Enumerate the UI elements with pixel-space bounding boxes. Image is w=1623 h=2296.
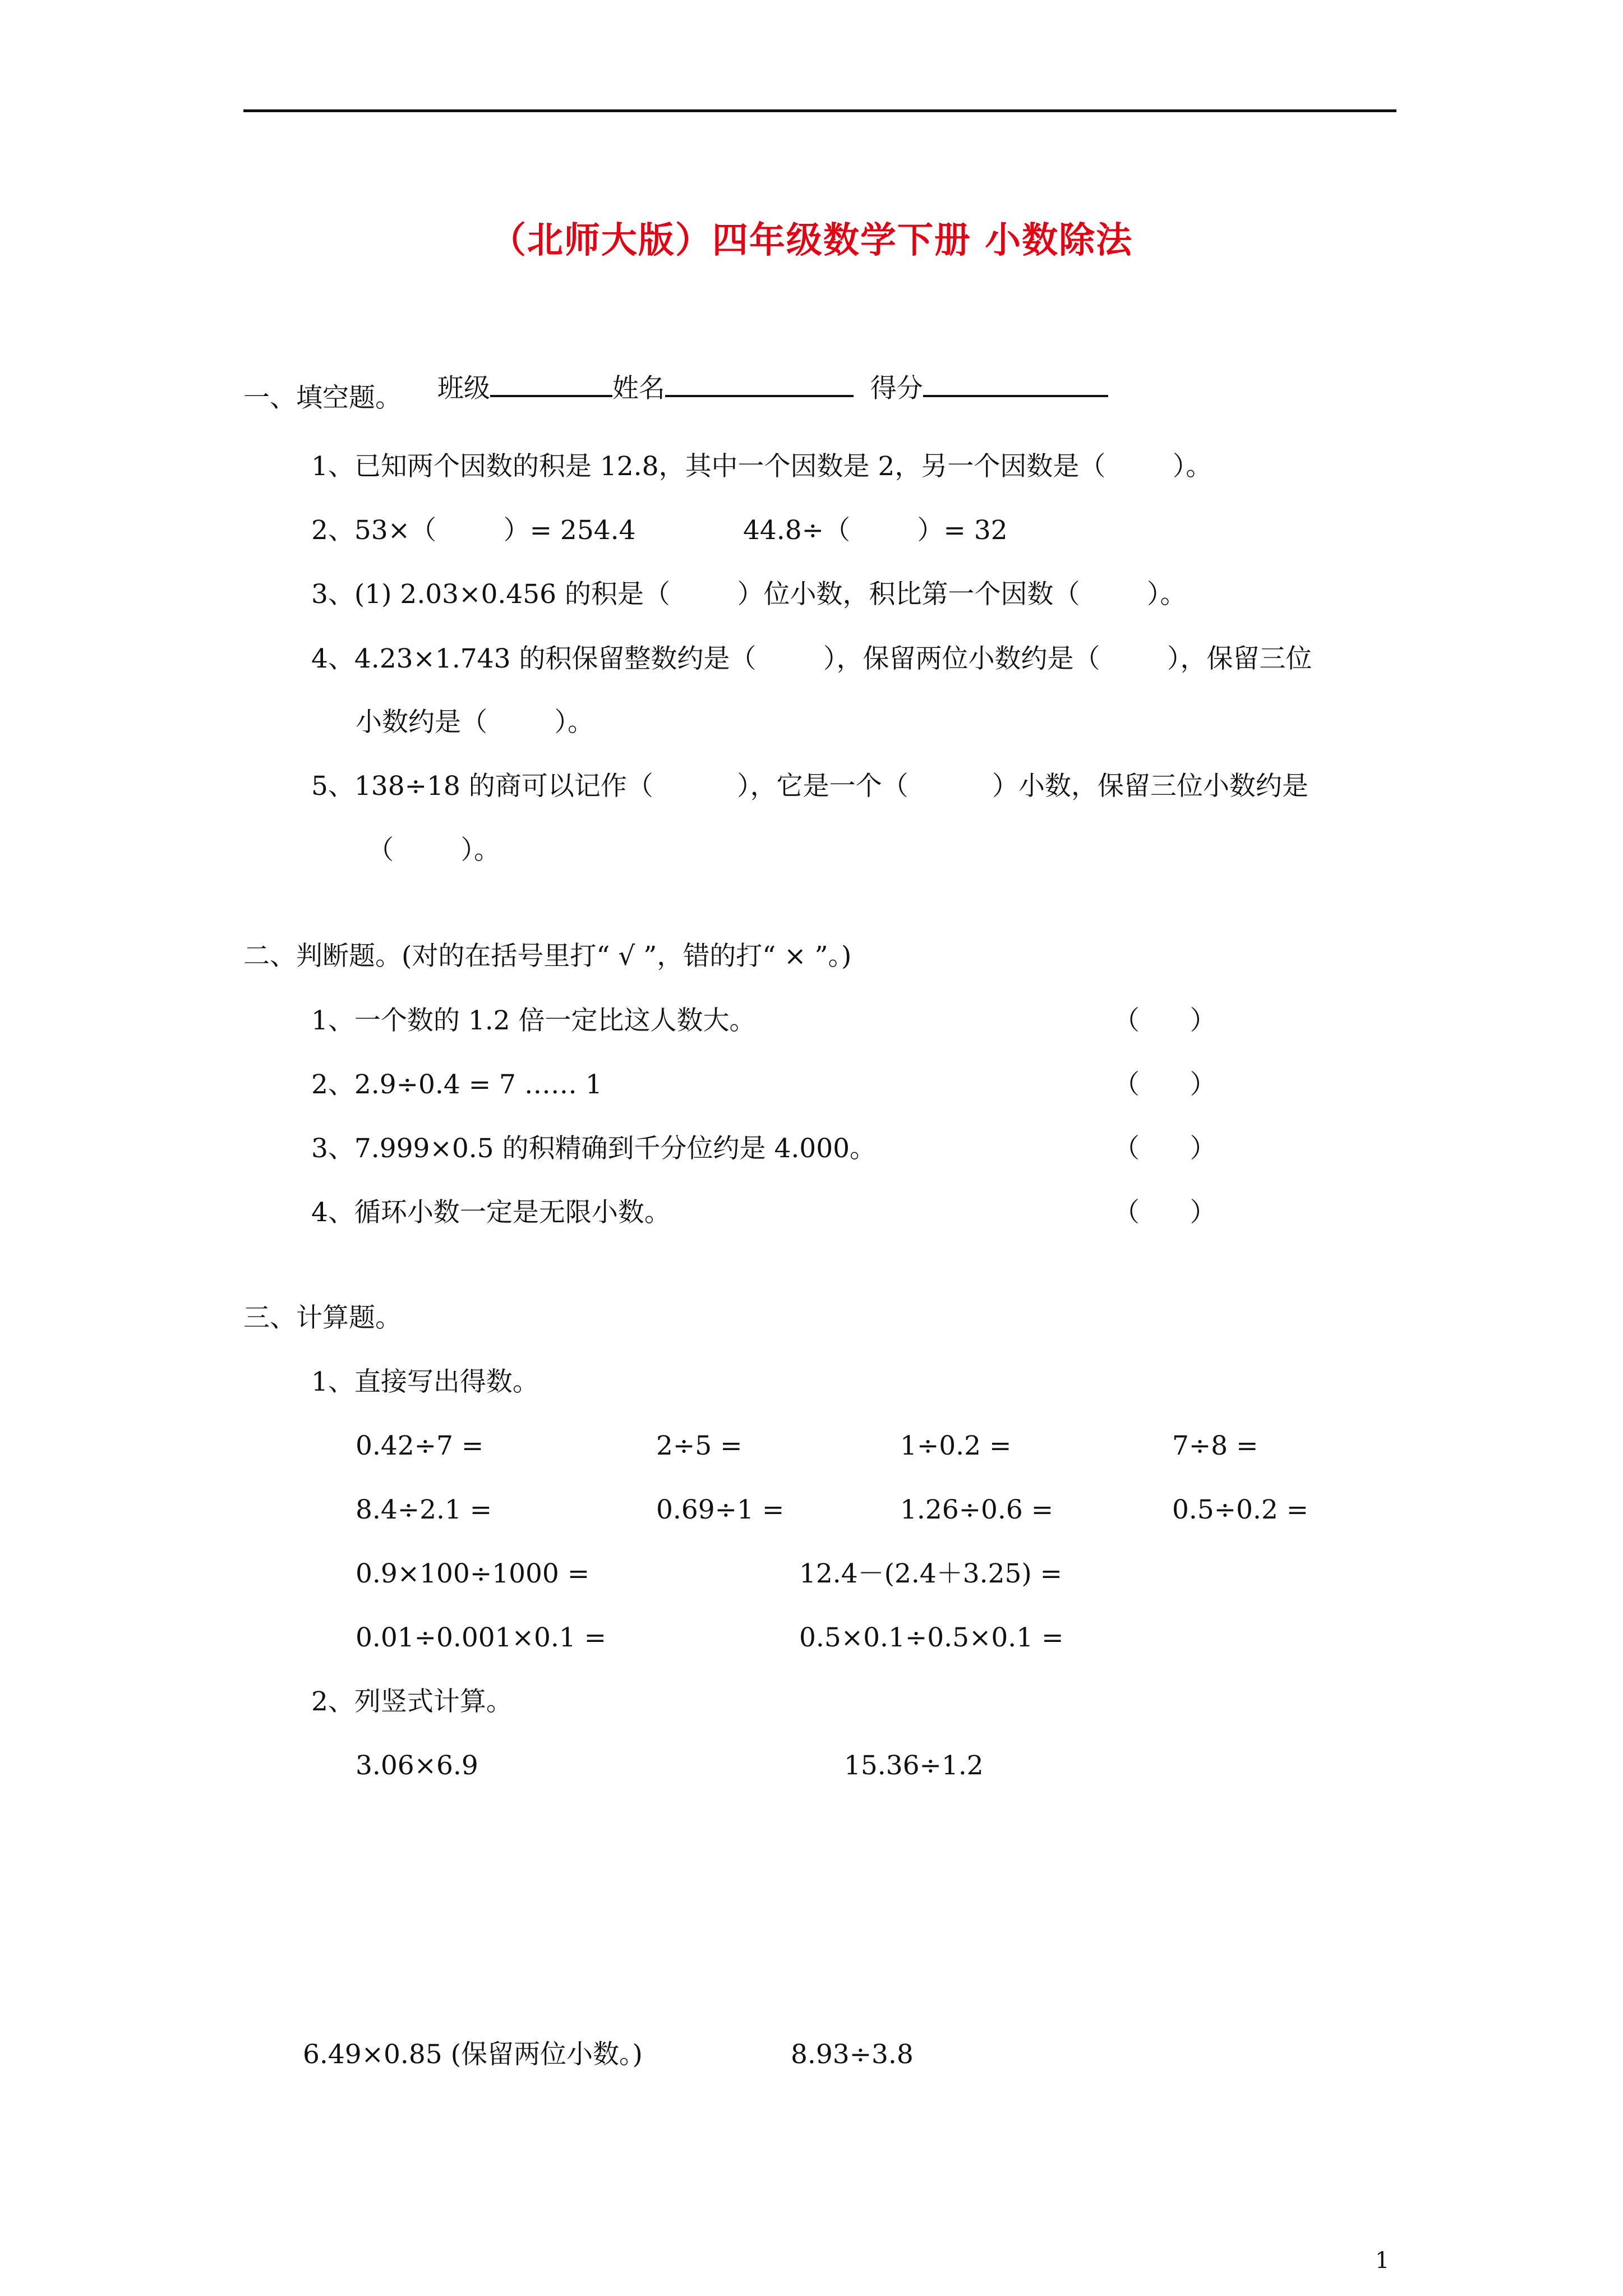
judge-bracket-4[interactable]: （ ） <box>1113 1197 1216 1228</box>
judge-item-2: 2、2.9÷0.4 = 7 …… 1 <box>311 1069 602 1100</box>
score-label: 得分 <box>870 373 923 404</box>
fill-question-1: 1、已知两个因数的积是 12.8，其中一个因数是 2，另一个因数是（ ）。 <box>311 451 1212 482</box>
calc-sub1-heading: 1、直接写出得数。 <box>311 1366 539 1397</box>
fill-question-3: 3、(1) 2.03×0.456 的积是（ ）位小数，积比第一个因数（ ）。 <box>311 579 1187 610</box>
section1-heading: 一、填空题。 <box>243 383 402 413</box>
fill-question-4-line1: 4、4.23×1.743 的积保留整数约是（ ），保留两位小数约是（ ），保留三位 <box>311 643 1312 674</box>
calc-item: 12.4－(2.4＋3.25) = <box>799 1558 1063 1589</box>
vertical-calc-item: 3.06×6.9 <box>356 1750 478 1781</box>
header-rule <box>243 109 1396 112</box>
judge-bracket-3[interactable]: （ ） <box>1113 1133 1216 1164</box>
calc-item: 1.26÷0.6 = <box>900 1494 1054 1525</box>
name-label: 姓名 <box>612 373 665 404</box>
fill-question-5-line2: （ ）。 <box>367 835 501 866</box>
section2-heading: 二、判断题。(对的在括号里打“ √ ”，错的打“ × ”。) <box>243 941 852 972</box>
calc-item: 0.9×100÷1000 = <box>356 1558 590 1589</box>
fill-question-2b: 44.8÷（ ）= 32 <box>743 515 1008 546</box>
score-blank[interactable] <box>923 366 1108 397</box>
judge-item-3: 3、7.999×0.5 的积精确到千分位约是 4.000。 <box>311 1133 877 1164</box>
judge-item-1: 1、一个数的 1.2 倍一定比这人数大。 <box>311 1005 756 1036</box>
fill-question-4-line2: 小数约是（ ）。 <box>356 707 594 738</box>
vertical-calc-item: 15.36÷1.2 <box>844 1750 984 1781</box>
calc-item: 0.01÷0.001×0.1 = <box>356 1622 607 1653</box>
calc-item: 8.4÷2.1 = <box>356 1494 492 1525</box>
class-blank[interactable] <box>490 366 612 397</box>
section3-heading: 三、计算题。 <box>243 1303 402 1333</box>
student-info-line <box>421 332 1108 406</box>
name-blank[interactable] <box>665 366 854 397</box>
page-title: （北师大版）四年级数学下册 小数除法 <box>490 219 1133 261</box>
fill-question-5-line1: 5、138÷18 的商可以记作（ ），它是一个（ ）小数，保留三位小数约是 <box>311 771 1309 802</box>
calc-item: 0.42÷7 = <box>356 1430 484 1461</box>
vertical-calc-item: 8.93÷3.8 <box>791 2039 914 2070</box>
calc-item: 2÷5 = <box>656 1430 743 1461</box>
calc-item: 7÷8 = <box>1172 1430 1258 1461</box>
judge-item-4: 4、循环小数一定是无限小数。 <box>311 1197 671 1228</box>
fill-question-2a: 2、53×（ ）= 254.4 <box>311 515 636 546</box>
calc-sub2-heading: 2、列竖式计算。 <box>311 1686 513 1717</box>
calc-item: 0.69÷1 = <box>656 1494 785 1525</box>
judge-bracket-1[interactable]: （ ） <box>1113 1005 1216 1036</box>
calc-item: 0.5×0.1÷0.5×0.1 = <box>799 1622 1064 1653</box>
vertical-calc-item: 6.49×0.85 (保留两位小数。) <box>303 2039 643 2070</box>
class-label: 班级 <box>437 373 490 404</box>
judge-bracket-2[interactable]: （ ） <box>1113 1069 1216 1100</box>
calc-item: 0.5÷0.2 = <box>1172 1494 1309 1525</box>
page-number: 1 <box>1375 2248 1390 2274</box>
calc-item: 1÷0.2 = <box>900 1430 1012 1461</box>
